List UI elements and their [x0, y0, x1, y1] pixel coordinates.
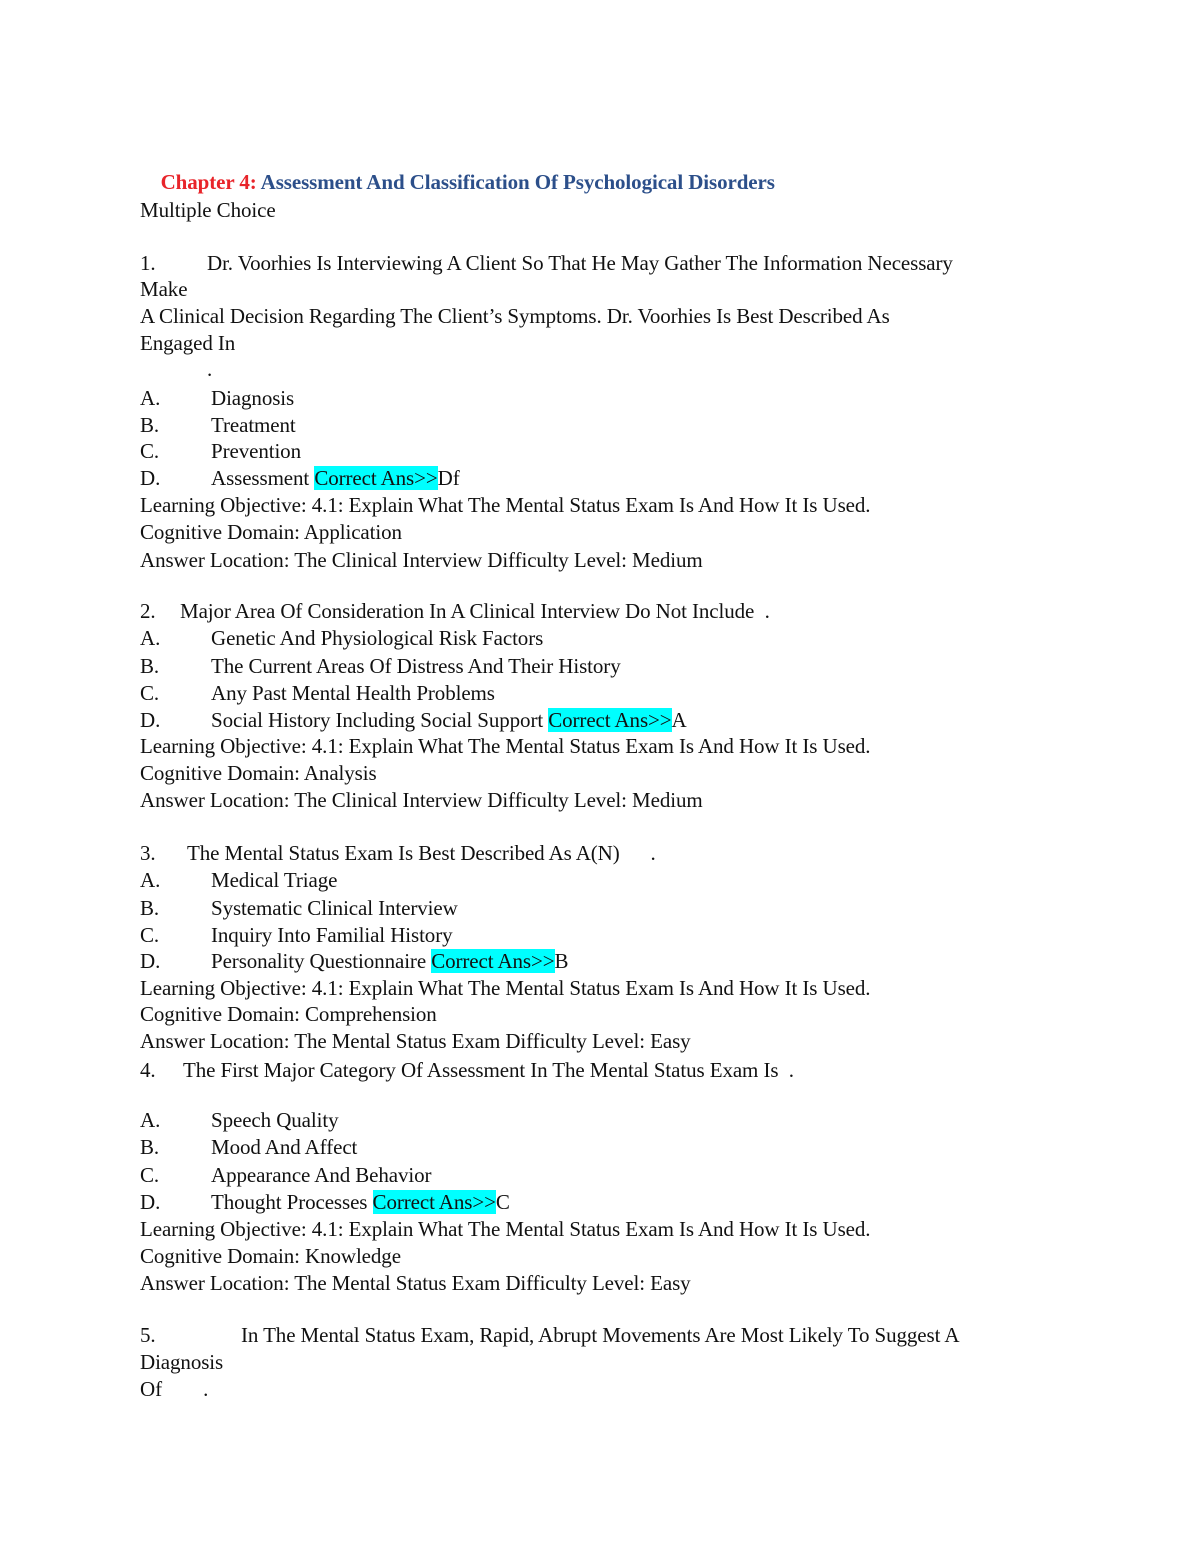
option-letter: D. [140, 949, 161, 973]
learning-objective: Learning Objective: 4.1: Explain What The Mental Status Exam Is And How It Is Used. [140, 976, 871, 1000]
cognitive-domain: Cognitive Domain: Knowledge [140, 1244, 401, 1268]
chapter-label: Chapter 4: [160, 170, 257, 194]
correct-answer-value: C [495, 1190, 510, 1214]
option-letter: A. [140, 868, 161, 892]
option-letter: C. [140, 681, 160, 705]
option-letter: A. [140, 626, 161, 650]
option-text: Mood And Affect [211, 1135, 358, 1159]
option-text: Thought Processes [211, 1190, 368, 1214]
correct-answer-highlight: Correct Ans>> [548, 708, 672, 732]
question-2-stem-line: Major Area Of Consideration In A Clinical Interview Do Not Include . [180, 599, 770, 623]
option-text: Social History Including Social Support [211, 708, 544, 732]
learning-objective: Learning Objective: 4.1: Explain What The Mental Status Exam Is And How It Is Used. [140, 734, 871, 758]
correct-answer-highlight: Correct Ans>> [431, 949, 555, 973]
question-3-number: 3. [140, 841, 156, 865]
option-text: Systematic Clinical Interview [211, 896, 458, 920]
option-d-line [211, 707, 687, 733]
question-1-stem-line: Engaged In [140, 331, 236, 355]
correct-answer-value: B [554, 949, 569, 973]
question-1-stem-line: A Clinical Decision Regarding The Client’s Symptoms. Dr. Voorhies Is Best Described As [140, 304, 890, 328]
option-letter: B. [140, 896, 160, 920]
correct-answer-value: Df [437, 466, 460, 490]
option-text: Medical Triage [211, 868, 338, 892]
option-letter: A. [140, 386, 161, 410]
learning-objective: Learning Objective: 4.1: Explain What The Mental Status Exam Is And How It Is Used. [140, 1217, 871, 1241]
option-d-line [211, 948, 568, 974]
question-5-stem-line: Of . [140, 1377, 209, 1401]
option-letter: B. [140, 1135, 160, 1159]
option-letter: B. [140, 654, 160, 678]
question-4-stem-line: The First Major Category Of Assessment In The Mental Status Exam Is . [183, 1058, 794, 1082]
option-text: Any Past Mental Health Problems [211, 681, 495, 705]
answer-location: Answer Location: The Mental Status Exam Difficulty Level: Easy [140, 1029, 691, 1053]
chapter-title: Assessment And Classification Of Psychological Disorders [260, 170, 775, 194]
option-text: Speech Quality [211, 1108, 339, 1132]
option-letter: A. [140, 1108, 161, 1132]
option-d-line [211, 1189, 510, 1215]
option-text: Personality Questionnaire [211, 949, 427, 973]
option-letter: C. [140, 439, 160, 463]
option-text: The Current Areas Of Distress And Their History [211, 654, 621, 678]
option-letter: D. [140, 466, 161, 490]
question-5-stem-line: In The Mental Status Exam, Rapid, Abrupt Movements Are Most Likely To Suggest A [241, 1323, 960, 1347]
option-letter: D. [140, 708, 161, 732]
option-text: Inquiry Into Familial History [211, 923, 453, 947]
option-letter: B. [140, 413, 160, 437]
cognitive-domain: Cognitive Domain: Application [140, 520, 402, 544]
option-d-line [211, 465, 460, 491]
question-3-stem-line: The Mental Status Exam Is Best Described As A(N) . [187, 841, 656, 865]
answer-location: Answer Location: The Mental Status Exam Difficulty Level: Easy [140, 1271, 691, 1295]
question-2-number: 2. [140, 599, 156, 623]
question-1-stem-line: Make [140, 277, 188, 301]
option-text: Prevention [211, 439, 301, 463]
cognitive-domain: Cognitive Domain: Analysis [140, 761, 377, 785]
option-text: Treatment [211, 413, 296, 437]
question-1-number: 1. [140, 251, 156, 275]
option-letter: C. [140, 923, 160, 947]
question-1-stem-line: . [207, 357, 213, 381]
correct-answer-value: A [671, 708, 687, 732]
question-5-stem-line: Diagnosis [140, 1350, 224, 1374]
option-text: Assessment [211, 466, 310, 490]
option-text: Diagnosis [211, 386, 295, 410]
question-1-stem-line: Dr. Voorhies Is Interviewing A Client So That He May Gather The Information Necessary [207, 251, 953, 275]
cognitive-domain: Cognitive Domain: Comprehension [140, 1002, 437, 1026]
answer-location: Answer Location: The Clinical Interview Difficulty Level: Medium [140, 548, 703, 572]
question-4-number: 4. [140, 1058, 156, 1082]
question-5-number: 5. [140, 1323, 156, 1347]
option-text: Appearance And Behavior [211, 1163, 432, 1187]
learning-objective: Learning Objective: 4.1: Explain What The Mental Status Exam Is And How It Is Used. [140, 493, 871, 517]
answer-location: Answer Location: The Clinical Interview Difficulty Level: Medium [140, 788, 703, 812]
correct-answer-highlight: Correct Ans>> [372, 1190, 496, 1214]
section-label: Multiple Choice [140, 198, 276, 222]
option-letter: D. [140, 1190, 161, 1214]
correct-answer-highlight: Correct Ans>> [314, 466, 438, 490]
option-letter: C. [140, 1163, 160, 1187]
option-text: Genetic And Physiological Risk Factors [211, 626, 544, 650]
